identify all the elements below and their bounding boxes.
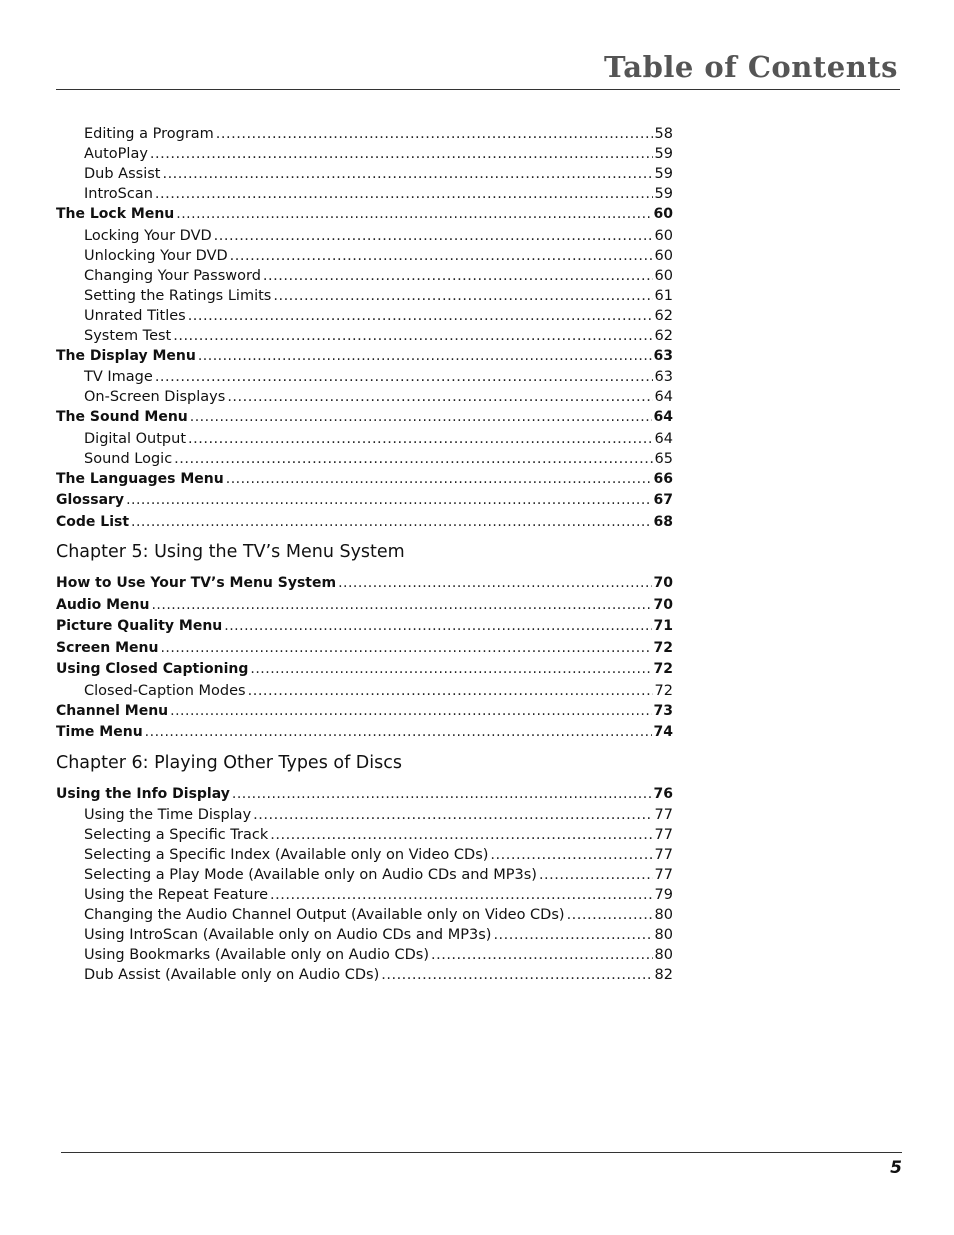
- toc-entry-page: 79: [654, 887, 673, 903]
- toc-entry-page: 64: [653, 409, 673, 425]
- toc-entry-page: 80: [654, 927, 673, 943]
- toc-entry[interactable]: [56, 722, 673, 744]
- toc-entry[interactable]: [56, 925, 673, 945]
- toc-entry[interactable]: [56, 638, 673, 660]
- toc-entry-label: Digital Output: [84, 430, 187, 447]
- toc-entry[interactable]: [56, 701, 673, 723]
- dot-leader: [230, 246, 653, 266]
- toc-entry-page: 60: [653, 206, 673, 222]
- chapter-5-entries: [56, 573, 673, 744]
- toc-entry[interactable]: [56, 865, 673, 885]
- toc-entry-label: Changing Your Password: [84, 267, 261, 284]
- dot-leader: [145, 722, 652, 744]
- toc-entry-page: 72: [654, 682, 673, 699]
- toc-entry-page: 58: [654, 126, 673, 142]
- toc-entry-page: 70: [653, 575, 673, 591]
- toc-entry-page: 68: [653, 513, 673, 530]
- toc-entry-page: 59: [654, 186, 673, 202]
- toc-entry-page: 77: [654, 827, 673, 843]
- header-divider: [56, 89, 900, 90]
- dot-leader: [151, 595, 651, 617]
- toc-entry[interactable]: [56, 805, 673, 825]
- chapter-6-heading: Chapter 6: Playing Other Types of Discs: [56, 752, 402, 773]
- toc-entry-label: The Display Menu: [56, 347, 196, 364]
- dot-leader: [270, 885, 653, 905]
- toc-entry-page: 70: [653, 596, 673, 613]
- footer-divider: [61, 1152, 902, 1153]
- toc-entry-page: 67: [653, 492, 673, 508]
- toc-entry-label: Closed-Caption Modes: [84, 682, 246, 699]
- toc-entry-label: Using IntroScan (Available only on Audio CDs and MP3s): [84, 927, 492, 943]
- toc-entry-page: 73: [653, 702, 673, 719]
- toc-entry-page: 82: [654, 967, 673, 983]
- toc-entry-label: AutoPlay: [84, 146, 148, 162]
- dot-leader: [493, 925, 652, 945]
- dot-leader: [190, 407, 652, 429]
- toc-entry-page: 63: [654, 369, 673, 385]
- toc-entry-label: Sound Logic: [84, 450, 173, 467]
- toc-entry[interactable]: [56, 144, 673, 164]
- dot-leader: [273, 286, 652, 306]
- toc-entry[interactable]: [56, 659, 673, 681]
- toc-section-continued: [56, 124, 673, 533]
- dot-leader: [248, 681, 653, 701]
- toc-entry[interactable]: [56, 845, 673, 865]
- toc-entry[interactable]: [56, 469, 673, 491]
- dot-leader: [160, 638, 651, 660]
- toc-entry-label: Using the Time Display: [84, 807, 252, 823]
- toc-entry-page: 59: [654, 166, 673, 182]
- toc-entry-page: 74: [653, 724, 673, 740]
- toc-entry-page: 77: [654, 847, 673, 863]
- dot-leader: [270, 825, 652, 845]
- toc-entry[interactable]: [56, 905, 673, 925]
- dot-leader: [227, 387, 652, 407]
- toc-entry[interactable]: [56, 246, 673, 266]
- toc-entry-page: 64: [654, 430, 673, 447]
- toc-entry[interactable]: [56, 573, 673, 595]
- toc-entry-page: 72: [653, 639, 673, 656]
- toc-entry[interactable]: [56, 490, 673, 512]
- toc-entry-page: 60: [654, 267, 673, 284]
- toc-entry-label: IntroScan: [84, 186, 153, 202]
- dot-leader: [224, 616, 651, 638]
- dot-leader: [126, 490, 651, 512]
- dot-leader: [176, 204, 651, 226]
- chapter-5-heading: Chapter 5: Using the TV’s Menu System: [56, 542, 405, 562]
- toc-entry[interactable]: [56, 266, 673, 286]
- toc-entry-page: 65: [654, 450, 673, 467]
- toc-entry-label: Editing a Program: [84, 126, 214, 142]
- toc-entry[interactable]: [56, 512, 673, 534]
- dot-leader: [567, 905, 653, 925]
- dot-leader: [150, 144, 653, 164]
- toc-entry-label: Code List: [56, 513, 130, 530]
- table-of-contents: [56, 124, 673, 985]
- toc-entry-label: Selecting a Specific Index (Available only on Video CDs): [84, 847, 489, 863]
- toc-entry[interactable]: [56, 367, 673, 387]
- dot-leader: [188, 306, 653, 326]
- dot-leader: [232, 784, 652, 806]
- toc-entry[interactable]: [56, 825, 673, 845]
- toc-entry[interactable]: [56, 784, 673, 806]
- toc-entry-page: 59: [654, 146, 673, 162]
- toc-entry-label: The Sound Menu: [56, 409, 188, 425]
- toc-entry-label: Dub Assist (Available only on Audio CDs): [84, 967, 380, 983]
- toc-entry[interactable]: [56, 595, 673, 617]
- toc-entry[interactable]: [56, 429, 673, 449]
- dot-leader: [188, 429, 653, 449]
- toc-entry-page: 62: [654, 307, 673, 324]
- toc-entry-page: 60: [654, 227, 673, 244]
- dot-leader: [162, 164, 652, 184]
- dot-leader: [539, 865, 653, 885]
- toc-entry-label: Audio Menu: [56, 596, 150, 613]
- toc-entry-label: Selecting a Specific Track: [84, 827, 269, 843]
- dot-leader: [431, 945, 653, 965]
- dot-leader: [155, 184, 653, 204]
- toc-entry-page: 62: [654, 327, 673, 344]
- toc-entry[interactable]: [56, 885, 673, 905]
- toc-entry-page: 80: [654, 947, 673, 963]
- toc-entry[interactable]: [56, 226, 673, 246]
- toc-entry[interactable]: [56, 965, 673, 985]
- dot-leader: [490, 845, 652, 865]
- toc-entry-page: 61: [654, 287, 673, 304]
- toc-entry-label: Picture Quality Menu: [56, 618, 223, 634]
- dot-leader: [381, 965, 652, 985]
- toc-entry-page: 71: [653, 618, 673, 634]
- toc-entry-label: Screen Menu: [56, 639, 159, 656]
- toc-entry-page: 60: [654, 247, 673, 264]
- toc-entry[interactable]: [56, 204, 673, 226]
- toc-entry-label: Unrated Titles: [84, 307, 186, 324]
- dot-leader: [173, 326, 652, 346]
- toc-entry-label: Using Bookmarks (Available only on Audio CDs): [84, 947, 429, 963]
- toc-entry-label: The Languages Menu: [56, 470, 224, 487]
- toc-entry-label: The Lock Menu: [56, 206, 175, 222]
- toc-entry-page: 80: [654, 907, 673, 923]
- chapter-6-entries: [56, 784, 673, 986]
- page-title: Table of Contents: [603, 50, 898, 84]
- page-number: 5: [890, 1158, 902, 1178]
- toc-entry[interactable]: [56, 164, 673, 184]
- toc-entry[interactable]: [56, 945, 673, 965]
- toc-entry-label: Dub Assist: [84, 166, 161, 182]
- toc-entry-label: Using Closed Captioning: [56, 661, 249, 677]
- toc-entry-label: How to Use Your TV’s Menu System: [56, 575, 337, 591]
- toc-entry-page: 76: [653, 785, 673, 802]
- toc-entry-page: 72: [653, 661, 673, 677]
- toc-entry[interactable]: [56, 184, 673, 204]
- toc-entry[interactable]: [56, 346, 673, 368]
- toc-entry-label: Glossary: [56, 492, 125, 508]
- toc-entry-label: Channel Menu: [56, 702, 169, 719]
- toc-entry-page: 77: [654, 807, 673, 823]
- dot-leader: [250, 659, 651, 681]
- dot-leader: [174, 449, 652, 469]
- toc-entry-label: System Test: [84, 327, 172, 344]
- dot-leader: [198, 346, 652, 368]
- dot-leader: [216, 124, 653, 144]
- toc-entry[interactable]: [56, 387, 673, 407]
- dot-leader: [155, 367, 653, 387]
- toc-entry[interactable]: [56, 326, 673, 346]
- toc-entry-label: On-Screen Displays: [84, 389, 226, 405]
- dot-leader: [226, 469, 652, 491]
- toc-entry-page: 63: [653, 347, 673, 364]
- toc-entry-label: TV Image: [84, 369, 153, 385]
- toc-entry[interactable]: [56, 286, 673, 306]
- toc-entry-page: 77: [654, 867, 673, 883]
- toc-entry[interactable]: [56, 616, 673, 638]
- toc-entry[interactable]: [56, 449, 673, 469]
- toc-entry[interactable]: [56, 306, 673, 326]
- dot-leader: [214, 226, 653, 246]
- toc-entry[interactable]: [56, 681, 673, 701]
- toc-entry-label: Unlocking Your DVD: [84, 247, 228, 264]
- toc-entry-label: Setting the Ratings Limits: [84, 287, 272, 304]
- toc-entry-label: Using the Info Display: [56, 785, 230, 802]
- toc-entry-label: Changing the Audio Channel Output (Available only on Video CDs): [84, 907, 565, 923]
- toc-entry-label: Locking Your DVD: [84, 227, 212, 244]
- dot-leader: [131, 512, 651, 534]
- toc-entry[interactable]: [56, 124, 673, 144]
- dot-leader: [253, 805, 652, 825]
- dot-leader: [338, 573, 651, 595]
- toc-entry-label: Time Menu: [56, 724, 143, 740]
- toc-entry-label: Using the Repeat Feature: [84, 887, 269, 903]
- dot-leader: [170, 701, 651, 723]
- toc-entry-label: Selecting a Play Mode (Available only on Audio CDs and MP3s): [84, 867, 537, 883]
- toc-entry-page: 64: [654, 389, 673, 405]
- dot-leader: [263, 266, 653, 286]
- toc-entry-page: 66: [653, 470, 673, 487]
- toc-entry[interactable]: [56, 407, 673, 429]
